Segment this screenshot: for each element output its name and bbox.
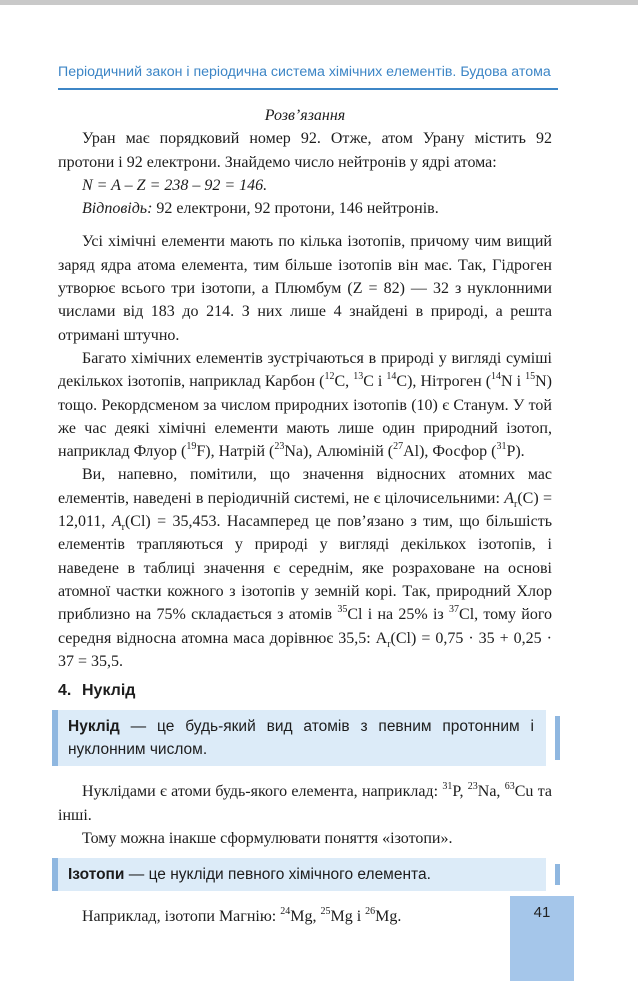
subscript-r: r	[121, 522, 125, 534]
mass-number: 35	[337, 603, 348, 615]
solution-paragraph: Уран має порядковий номер 92. Отже, атом Урану містить 92 протони і 92 електрони. Знайдемо число нейтронів у ядрі атома:	[58, 130, 552, 171]
section-title: Нуклід	[82, 682, 136, 700]
neutron-formula: N = A – Z = 238 – 92 = 146.	[82, 176, 268, 194]
answer-text: 92 електрони, 92 протони, 146 нейтронів.	[152, 200, 439, 218]
text-run: (C) = 12,011,	[58, 489, 552, 531]
text-run: Cl і на 25% із	[347, 606, 450, 624]
mixture-paragraph	[58, 347, 552, 463]
mass-number: 12	[324, 370, 335, 382]
box-accent-bar	[555, 716, 560, 760]
text-run: C,	[334, 373, 354, 391]
symbol-a: A	[375, 629, 388, 647]
top-edge	[0, 0, 638, 5]
text-run: Ви, напевно, помітили, що значення відносних атомних мас елементів, наведені в періодичній системі, не є цілочисельними:	[58, 466, 552, 507]
mass-number: 31	[496, 440, 507, 452]
text-run: N) тощо. Рекордсменом за числом природних ізотопів (10) є Станум. У той же час деякі хімічні елементи мають лише один природний ізотоп, наприклад Флуор (	[58, 373, 553, 461]
mass-number: 19	[186, 440, 197, 452]
mass-number: 63	[504, 781, 515, 793]
text-run: (Cl) = 0,75 · 35 + 0,25 · 37 = 35,5.	[58, 629, 552, 670]
mass-number: 14	[386, 370, 397, 382]
mass-number: 24	[280, 905, 291, 917]
mass-number: 26	[365, 905, 376, 917]
text-run: Наприклад, ізотопи Магнію:	[82, 908, 281, 926]
definition-term: Ізотопи	[68, 866, 125, 884]
solution-heading: Розв’язання	[264, 107, 346, 124]
isotopes-paragraph: Усі хімічні елементи мають по кілька ізотопів, причому чим вищий заряд ядра атома елемента, тим більше ізотопів він має. Так, Гідроген утворює всього три ізотопи, а Плюмбум (Z = 82) — 32 з нуклонними числами від 183 до 214. З них лише 4 знайдені в природі, а решта отримані штучно.	[58, 233, 552, 344]
mass-number: 15	[525, 370, 536, 382]
text-run: Mg,	[290, 908, 321, 926]
page-number: 41	[510, 896, 574, 981]
symbol-a: A	[504, 489, 514, 507]
answer-line	[58, 197, 552, 220]
subscript-r: r	[387, 638, 391, 650]
box-accent-bar	[555, 864, 560, 885]
symbol-a: A	[111, 513, 122, 531]
masses-paragraph	[58, 463, 552, 673]
mass-number: 27	[393, 440, 404, 452]
text-run: C), Нітроген (	[396, 373, 492, 391]
text-run: F), Натрій (	[196, 443, 275, 461]
text-run: P).	[506, 443, 525, 461]
nuclides-paragraph	[58, 780, 552, 827]
text-run: Mg і	[330, 908, 366, 926]
definition-box-isotopes	[52, 858, 546, 891]
mass-number: 25	[320, 905, 331, 917]
text-run: (Cl) = 35,453. Насамперед це пов’язано з тим, що більшість елементів трапляються у природі у вигляді декількох ізотопів, і наведене в таблиці значення є середнім, яке розраховане на основі атомної частки кожного з ізотопів у земній корі. Так, природний Хлор приблизно на 75% складається з атомів	[58, 513, 553, 624]
text-run: Cl, тому його середня відносна атомна маса дорівнює 35,5:	[58, 606, 552, 647]
running-header: Періодичний закон і періодична система хімічних елементів. Будова атома	[58, 64, 551, 80]
definition-text: — це нукліди певного хімічного елемента.	[124, 866, 431, 884]
definition-term: Нуклід	[68, 718, 120, 736]
text-run: P,	[452, 783, 468, 801]
text-run: Mg.	[375, 908, 402, 926]
text-run: Багато хімічних елементів зустрічаються в природі у вигляді суміші декількох ізотопів, наприклад Карбон (	[58, 349, 552, 391]
example-paragraph	[58, 905, 552, 928]
mass-number: 37	[449, 603, 460, 615]
definition-box-nuclide	[52, 710, 546, 766]
subscript-r: r	[514, 498, 518, 510]
mass-number: 31	[442, 781, 453, 793]
section-heading	[58, 679, 552, 702]
definition-text: — це будь-який вид атомів з певним протонним і нуклонним числом.	[68, 718, 534, 759]
mass-number: 14	[491, 370, 502, 382]
section-number: 4.	[58, 682, 72, 700]
text-run: Cu та інші.	[58, 783, 553, 824]
concept-paragraph: Тому можна інакше сформулювати поняття «ізотопи».	[82, 830, 453, 848]
text-run: Na,	[477, 783, 505, 801]
text-run: N і	[501, 373, 526, 391]
text-run: Al), Фосфор (	[403, 443, 497, 461]
mass-number: 23	[274, 440, 285, 452]
text-run: Нуклідами є атоми будь-якого елемента, наприклад:	[82, 783, 443, 801]
answer-label: Відповідь:	[82, 200, 153, 218]
text-run: C і	[363, 373, 387, 391]
header-rule	[58, 88, 558, 90]
mass-number: 23	[467, 781, 478, 793]
page-body	[58, 104, 552, 929]
text-run: Na), Алюміній (	[284, 443, 394, 461]
mass-number: 13	[353, 370, 364, 382]
